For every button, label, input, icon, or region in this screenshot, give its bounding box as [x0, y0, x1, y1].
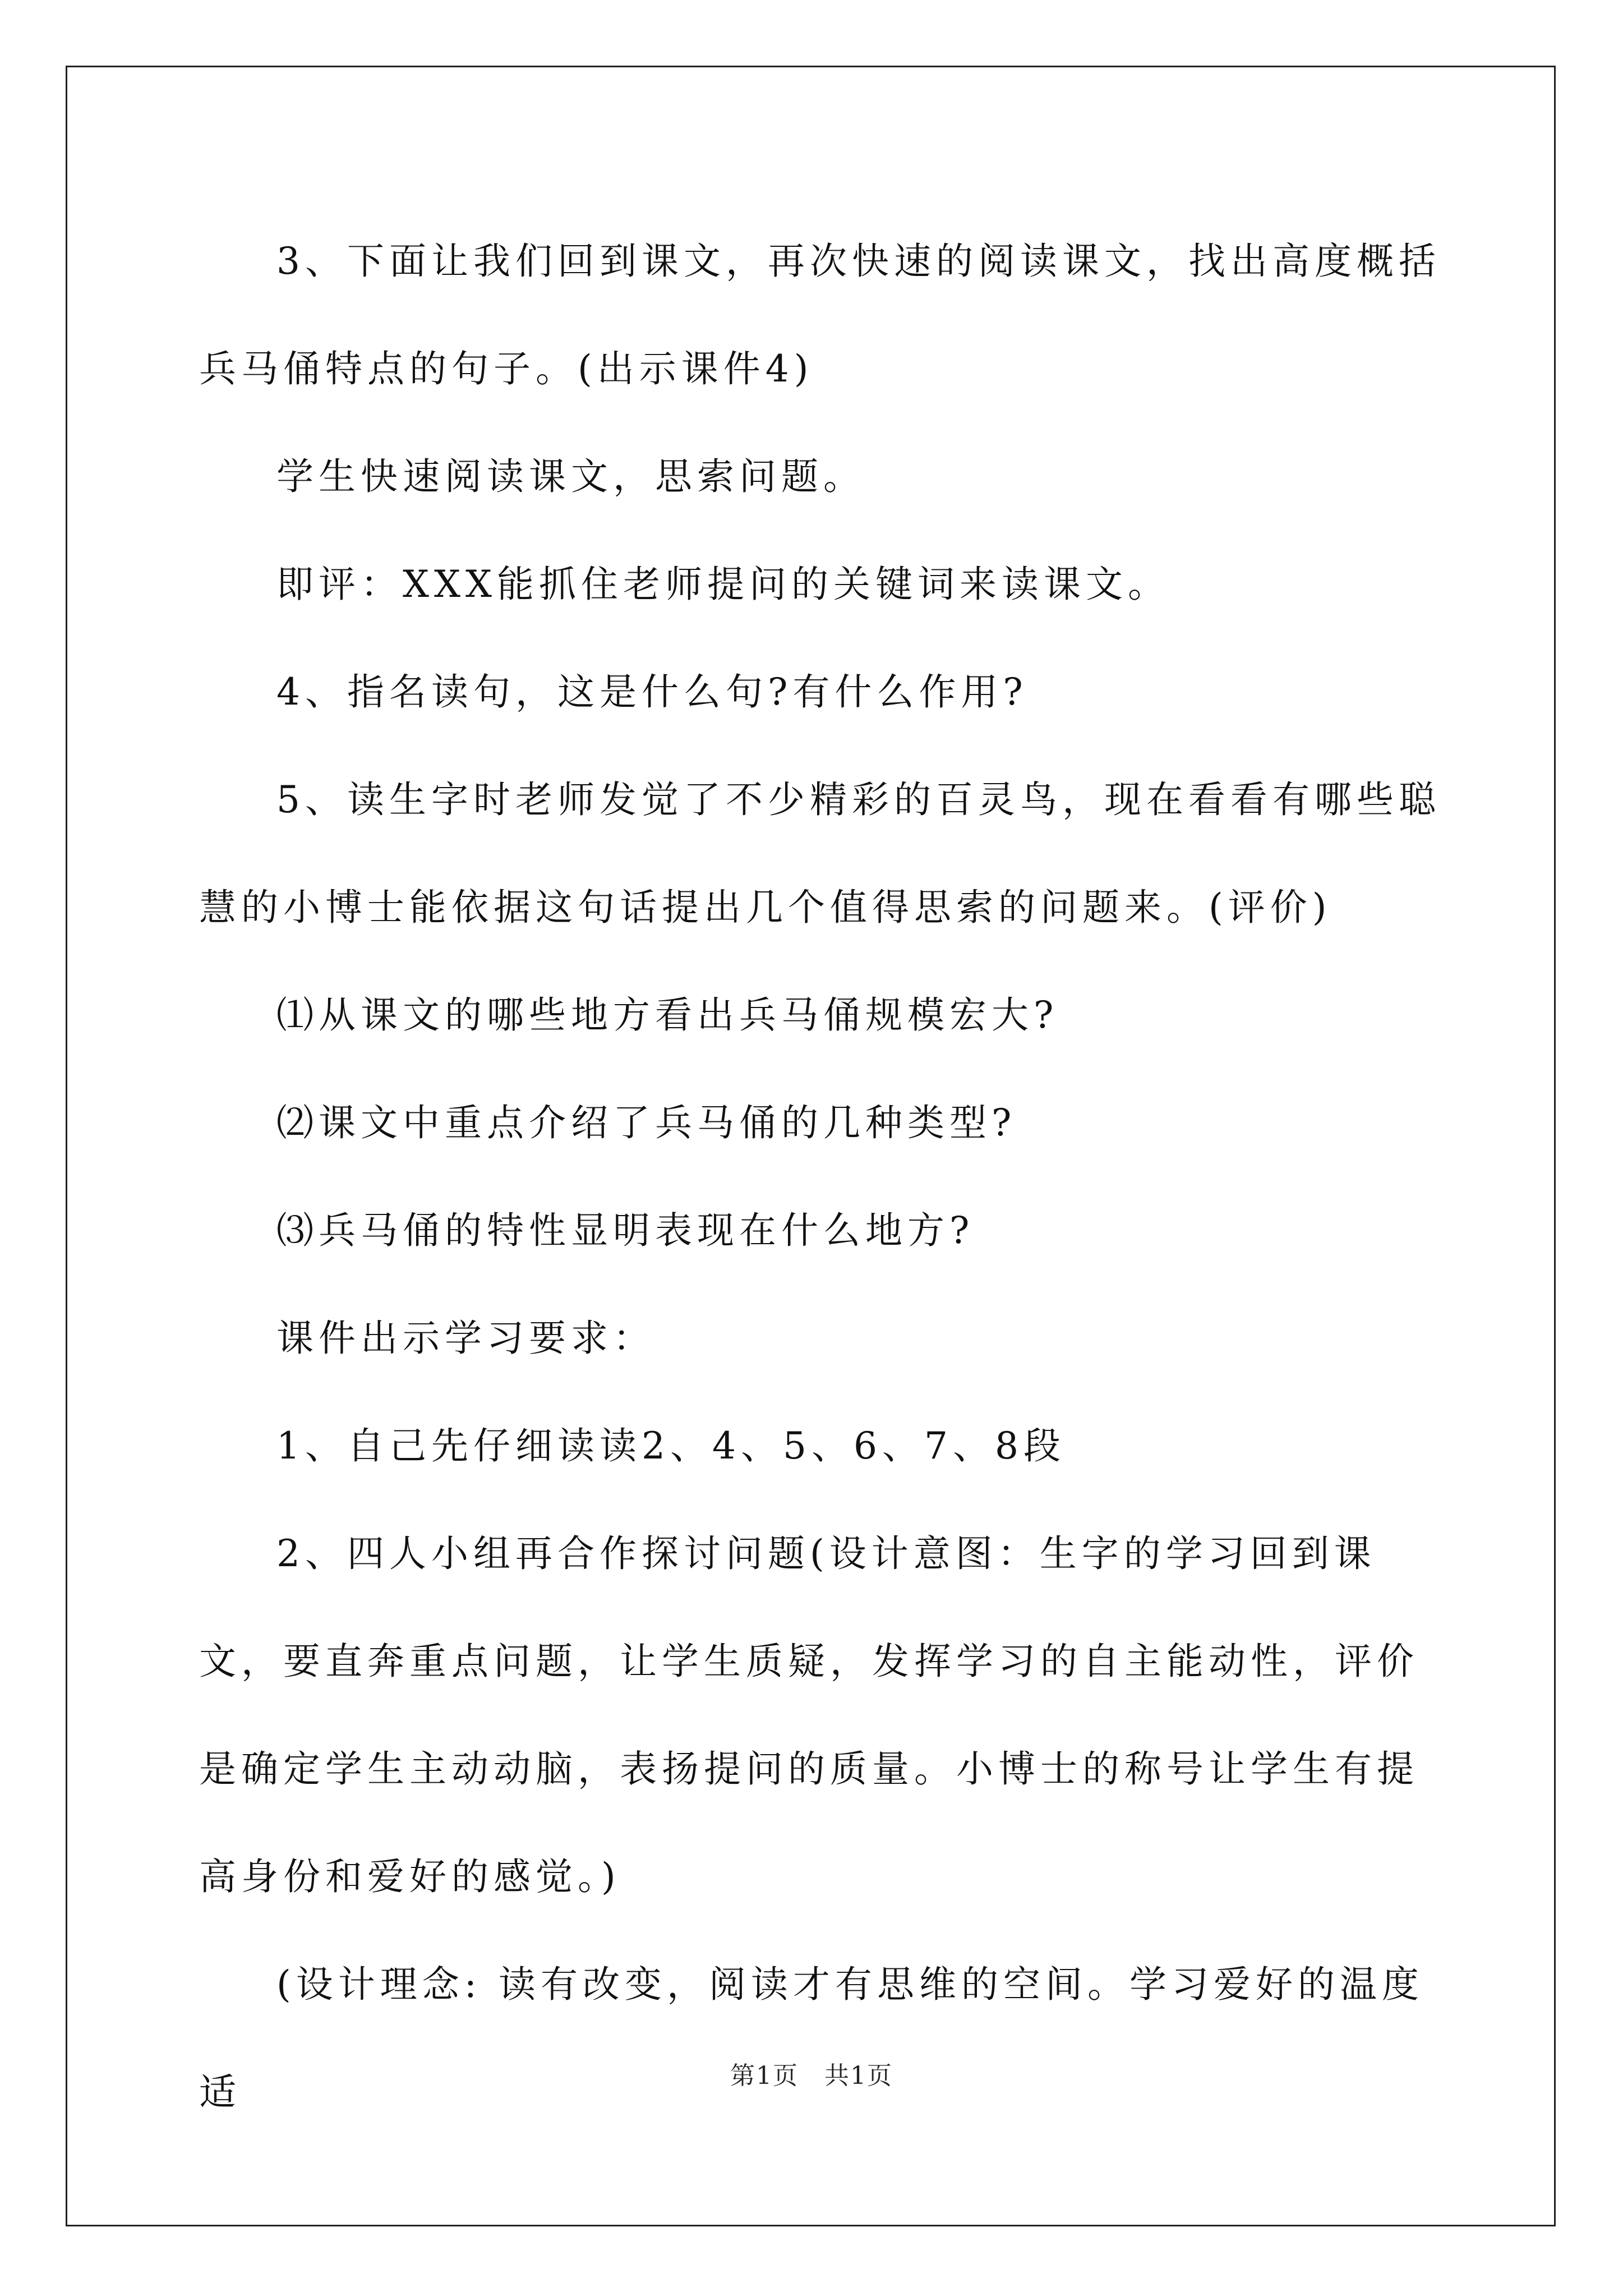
paragraph: 3、下面让我们回到课文，再次快速的阅读课文，找出高度概括兵马俑特点的句子。(出示课件4) [199, 240, 1441, 390]
paragraph: 学生快速阅读课文，思索问题。 [276, 455, 865, 498]
paragraph: 5、读生字时老师发觉了不少精彩的百灵鸟，现在看看有哪些聪慧的小博士能依据这句话提出几个值得思索的问题来。(评价) [199, 778, 1441, 929]
document-body [199, 208, 1444, 2146]
paragraph: 2、四人小组再合作探讨问题(设计意图：生字的学习回到课文，要直奔重点问题，让学生质疑，发挥学习的自主能动性，评价是确定学生主动动脑，表扬提问的质量。小博士的称号让学生有提高身份和爱好的感觉。) [199, 1532, 1419, 1898]
page-number-footer: 第1页 共1页 [730, 2062, 893, 2090]
paragraph: ⑶兵马俑的特性显明表现在什么地方? [276, 1209, 975, 1252]
paragraph: ⑵课文中重点介绍了兵马俑的几种类型? [276, 1101, 1017, 1144]
paragraph: 1、自己先仔细读读2、4、5、6、7、8段 [276, 1424, 1066, 1467]
paragraph: 即评：XXX能抓住老师提问的关键词来读课文。 [276, 563, 1170, 606]
paragraph: 课件出示学习要求： [276, 1317, 655, 1360]
paragraph: ⑴从课文的哪些地方看出兵马俑规模宏大? [276, 993, 1059, 1037]
paragraph: 4、指名读句，这是什么句?有什么作用? [276, 670, 1028, 714]
paragraph: (设计理念: 读有改变，阅读才有思维的空间。学习爱好的温度适 [199, 1963, 1424, 2114]
